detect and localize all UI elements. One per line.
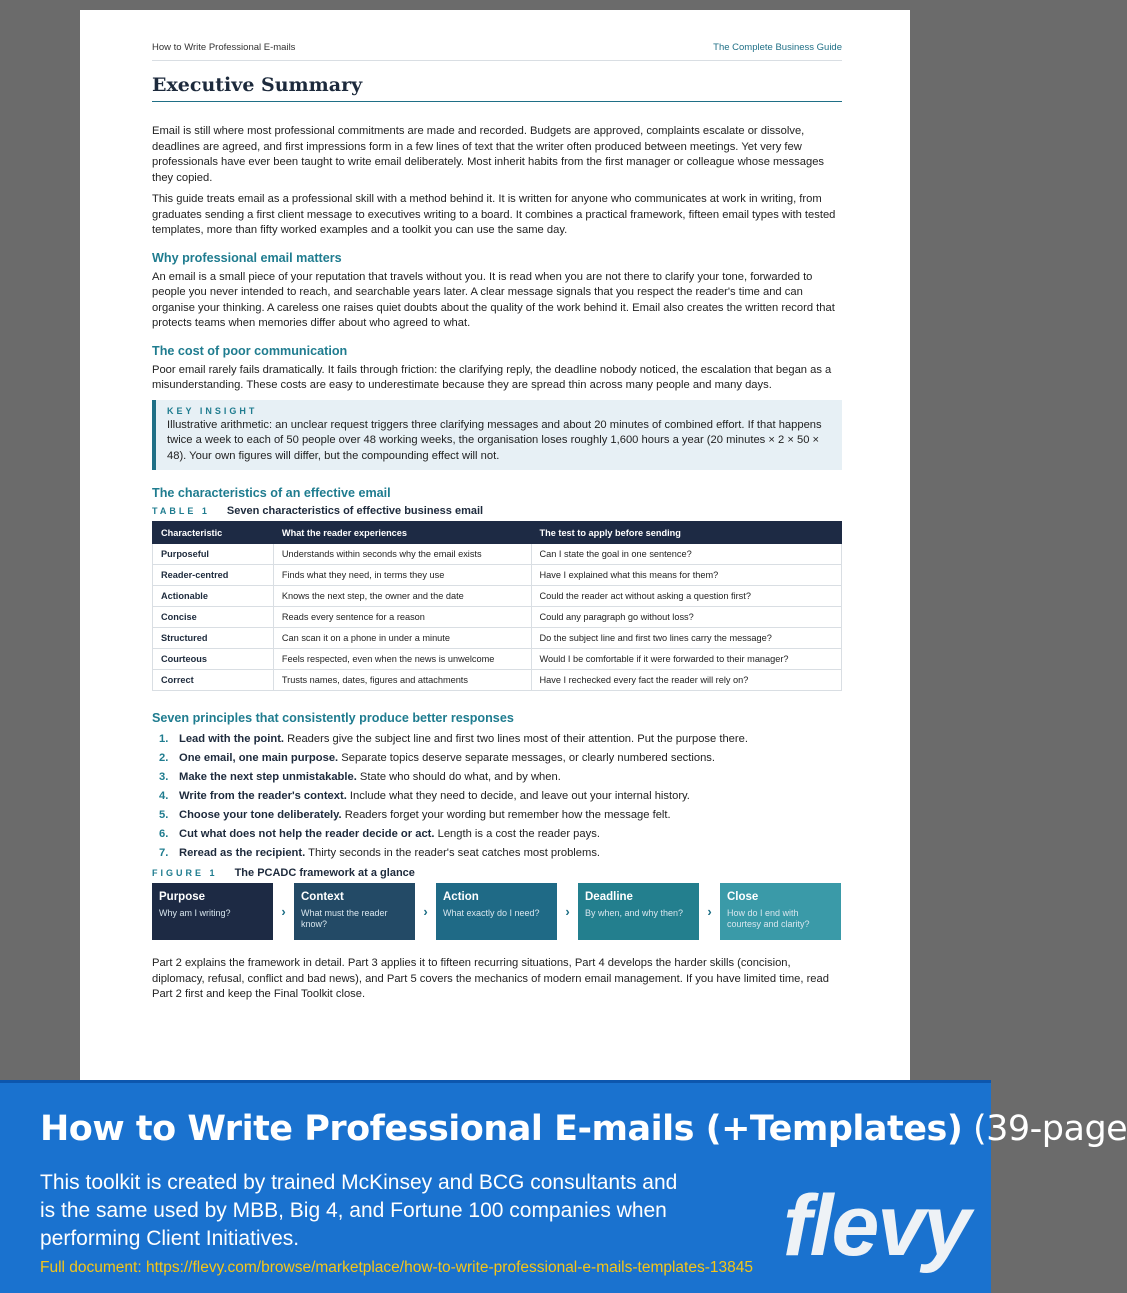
table-row	[153, 586, 842, 607]
table-cell: Have I explained what this means for them?	[531, 565, 842, 586]
table-row	[153, 649, 842, 670]
table-cell: Structured	[153, 628, 274, 649]
figure-caption-text: The PCADC framework at a glance	[234, 867, 415, 879]
flow-step-title: Deadline	[585, 891, 633, 903]
chevron-right-icon: ›	[565, 904, 570, 919]
table-header-row	[153, 522, 842, 544]
table-cell: Finds what they need, in terms they use	[273, 565, 531, 586]
column-header: Characteristic	[153, 522, 274, 544]
heading-principles: Seven principles that consistently produce better responses	[152, 711, 514, 725]
table-cell: Can scan it on a phone in under a minute	[273, 628, 531, 649]
banner-title-main: How to Write Professional E-mails (+Templates)	[40, 1109, 963, 1149]
table-cell: Concise	[153, 607, 274, 628]
document-page	[80, 10, 910, 1085]
list-item	[152, 844, 842, 863]
flow-step-subtitle: Why am I writing?	[159, 908, 231, 918]
list-number: 6.	[159, 828, 169, 840]
pcadc-flow	[152, 883, 842, 940]
banner-title	[40, 1109, 1127, 1149]
table-cell: Do the subject line and first two lines carry the message?	[531, 628, 842, 649]
table-cell: Reads every sentence for a reason	[273, 607, 531, 628]
list-number: 7.	[159, 847, 169, 859]
heading-why: Why professional email matters	[152, 250, 342, 265]
principle-text: Separate topics deserve separate messages, or clearly numbered sections.	[338, 752, 715, 764]
table-cell: Knows the next step, the owner and the date	[273, 586, 531, 607]
flow-step-subtitle: What exactly do I need?	[443, 908, 540, 918]
principle-title: One email, one main purpose.	[179, 752, 339, 764]
table-cell: Actionable	[153, 586, 274, 607]
table-cell: Reader-centred	[153, 565, 274, 586]
list-number: 5.	[159, 809, 169, 821]
table-row	[153, 565, 842, 586]
table-tag: TABLE 1	[152, 506, 210, 516]
key-insight-label: KEY INSIGHT	[167, 405, 258, 416]
table-cell: Would I be comfortable if it were forwarded to their manager?	[531, 649, 842, 670]
flow-step-title: Purpose	[159, 891, 206, 903]
chevron-right-icon: ›	[423, 904, 428, 919]
principle-title: Lead with the point.	[179, 733, 285, 745]
table-cell: Courteous	[153, 649, 274, 670]
principle-text: Readers forget your wording but remember how the message felt.	[341, 809, 671, 821]
flow-step-context	[294, 883, 415, 940]
principle-text: Readers give the subject line and first two lines most of their attention. Put the purpose there.	[284, 733, 748, 745]
table-caption-text: Seven characteristics of effective business email	[226, 505, 484, 517]
figure-tag: FIGURE 1	[152, 868, 218, 878]
banner-title-pages: (39-page	[962, 1109, 1127, 1149]
principle-title: Reread as the recipient.	[179, 847, 306, 859]
table-row	[153, 607, 842, 628]
intro-paragraph-2: This guide treats email as a professional skill with a method behind it. It is written for anyone who communicates at work in writing, from graduates sending a first client message to executives writing to a board. It combines a practical framework, fifteen email types with tested templates, more than fifty worked examples and a toolkit you can use the same day.	[152, 193, 836, 236]
principles-list	[152, 730, 842, 863]
flow-step-subtitle: What must the reader know?	[301, 908, 388, 929]
table-cell: Trusts names, dates, figures and attachments	[273, 670, 531, 691]
list-number: 2.	[159, 752, 169, 764]
flow-step-close	[720, 883, 841, 940]
flow-step-subtitle: How do I end with courtesy and clarity?	[727, 908, 810, 929]
list-number: 4.	[159, 790, 169, 802]
banner-description: This toolkit is created by trained McKinsey and BCG consultants and is the same used by MBB, Big 4, and Fortune 100 companies when performing Client Initiatives.	[40, 1171, 678, 1250]
table-row	[153, 670, 842, 691]
principle-text: Include what they need to decide, and leave out your internal history.	[346, 790, 690, 802]
why-paragraph: An email is a small piece of your reputation that travels without you. It is read when you are not there to clarify your tone, forwarded to people you never intended to reach, and searchable years later. A clear message signals that you respect the reader's time and can organise your thinking. A careless one raises quiet doubts about the quality of the work behind it. Email also creates the written record that protects teams when memories differ about who agreed to what.	[152, 270, 835, 329]
table-row	[153, 628, 842, 649]
page-body	[152, 124, 842, 1009]
table-cell: Can I state the goal in one sentence?	[531, 544, 842, 565]
page-title: Executive Summary	[152, 74, 842, 102]
principle-title: Choose your tone deliberately.	[179, 809, 342, 821]
principle-title: Write from the reader's context.	[179, 790, 347, 802]
table-cell: Correct	[153, 670, 274, 691]
table-row	[153, 544, 842, 565]
cost-paragraph: Poor email rarely fails dramatically. It fails through friction: the clarifying reply, the deadline nobody noticed, the escalation that began as a misunderstanding. These costs are easy to underestimate because they are spread thin across many people and many days.	[152, 363, 832, 391]
table-cell: Could any paragraph go without loss?	[531, 607, 842, 628]
running-header	[152, 42, 842, 61]
header-guide-title: The Complete Business Guide	[713, 42, 842, 53]
table-cell: Understands within seconds why the email exists	[273, 544, 531, 565]
table-cell: Feels respected, even when the news is unwelcome	[273, 649, 531, 670]
header-doc-title: How to Write Professional E-mails	[152, 42, 296, 53]
chevron-right-icon: ›	[281, 904, 286, 919]
list-item	[152, 768, 842, 787]
principle-text: State who should do what, and by when.	[356, 771, 561, 783]
principle-text: Length is a cost the reader pays.	[434, 828, 600, 840]
list-number: 1.	[159, 733, 169, 745]
heading-cost: The cost of poor communication	[152, 343, 348, 358]
principle-title: Make the next step unmistakable.	[179, 771, 357, 783]
principle-title: Cut what does not help the reader decide or act.	[179, 828, 435, 840]
heading-characteristics: The characteristics of an effective email	[152, 486, 391, 500]
flow-step-title: Context	[301, 891, 344, 903]
list-number: 3.	[159, 771, 169, 783]
column-header: The test to apply before sending	[531, 522, 842, 544]
table-cell: Purposeful	[153, 544, 274, 565]
column-header: What the reader experiences	[273, 522, 531, 544]
list-item	[152, 787, 842, 806]
intro-paragraph-1: Email is still where most professional commitments are made and recorded. Budgets are approved, complaints escalate or dissolve, deadlines are agreed, and first impressions form in a few lines of text that the writer often produced between meetings. Yet very few professionals have ever been taught to write email deliberately. Most inherit habits from the first manager or colleague whose messages they copied.	[152, 125, 825, 184]
flow-step-deadline	[578, 883, 699, 940]
list-item	[152, 730, 842, 749]
banner-document-link[interactable]: Full document: https://flevy.com/browse/marketplace/how-to-write-professional-e-mails-templates-13845	[40, 1259, 753, 1276]
flevy-logo: flevy	[783, 1178, 970, 1274]
figure-caption	[152, 867, 842, 879]
table-caption	[152, 505, 842, 517]
list-item	[152, 749, 842, 768]
closing-paragraph: Part 2 explains the framework in detail. Part 3 applies it to fifteen recurring situations, Part 4 develops the harder skills (concision, diplomacy, refusal, conflict and bad news), and Part 5 covers the mechanics of modern email management. If you have limited time, read Part 2 first and keep the Final Toolkit close.	[152, 957, 829, 1000]
table-cell: Could the reader act without asking a question first?	[531, 586, 842, 607]
chevron-right-icon: ›	[707, 904, 712, 919]
flow-step-purpose	[152, 883, 273, 940]
flow-step-title: Close	[727, 891, 759, 903]
promo-banner	[0, 1080, 1127, 1293]
flow-step-title: Action	[443, 891, 479, 903]
list-item	[152, 806, 842, 825]
key-insight-box	[152, 400, 842, 471]
flow-step-action	[436, 883, 557, 940]
list-item	[152, 825, 842, 844]
flow-step-subtitle: By when, and why then?	[585, 908, 684, 918]
key-insight-text: Illustrative arithmetic: an unclear request triggers three clarifying messages and about 20 minutes of combined effort. If that happens twice a week to each of 50 people over 48 working weeks, the organisation loses roughly 1,600 hours a year (20 minutes × 2 × 50 × 48). Your own figures will differ, but the compounding effect will not.	[167, 418, 822, 462]
characteristics-table	[152, 521, 842, 691]
principle-text: Thirty seconds in the reader's seat catches most problems.	[305, 847, 601, 859]
table-cell: Have I rechecked every fact the reader will rely on?	[531, 670, 842, 691]
